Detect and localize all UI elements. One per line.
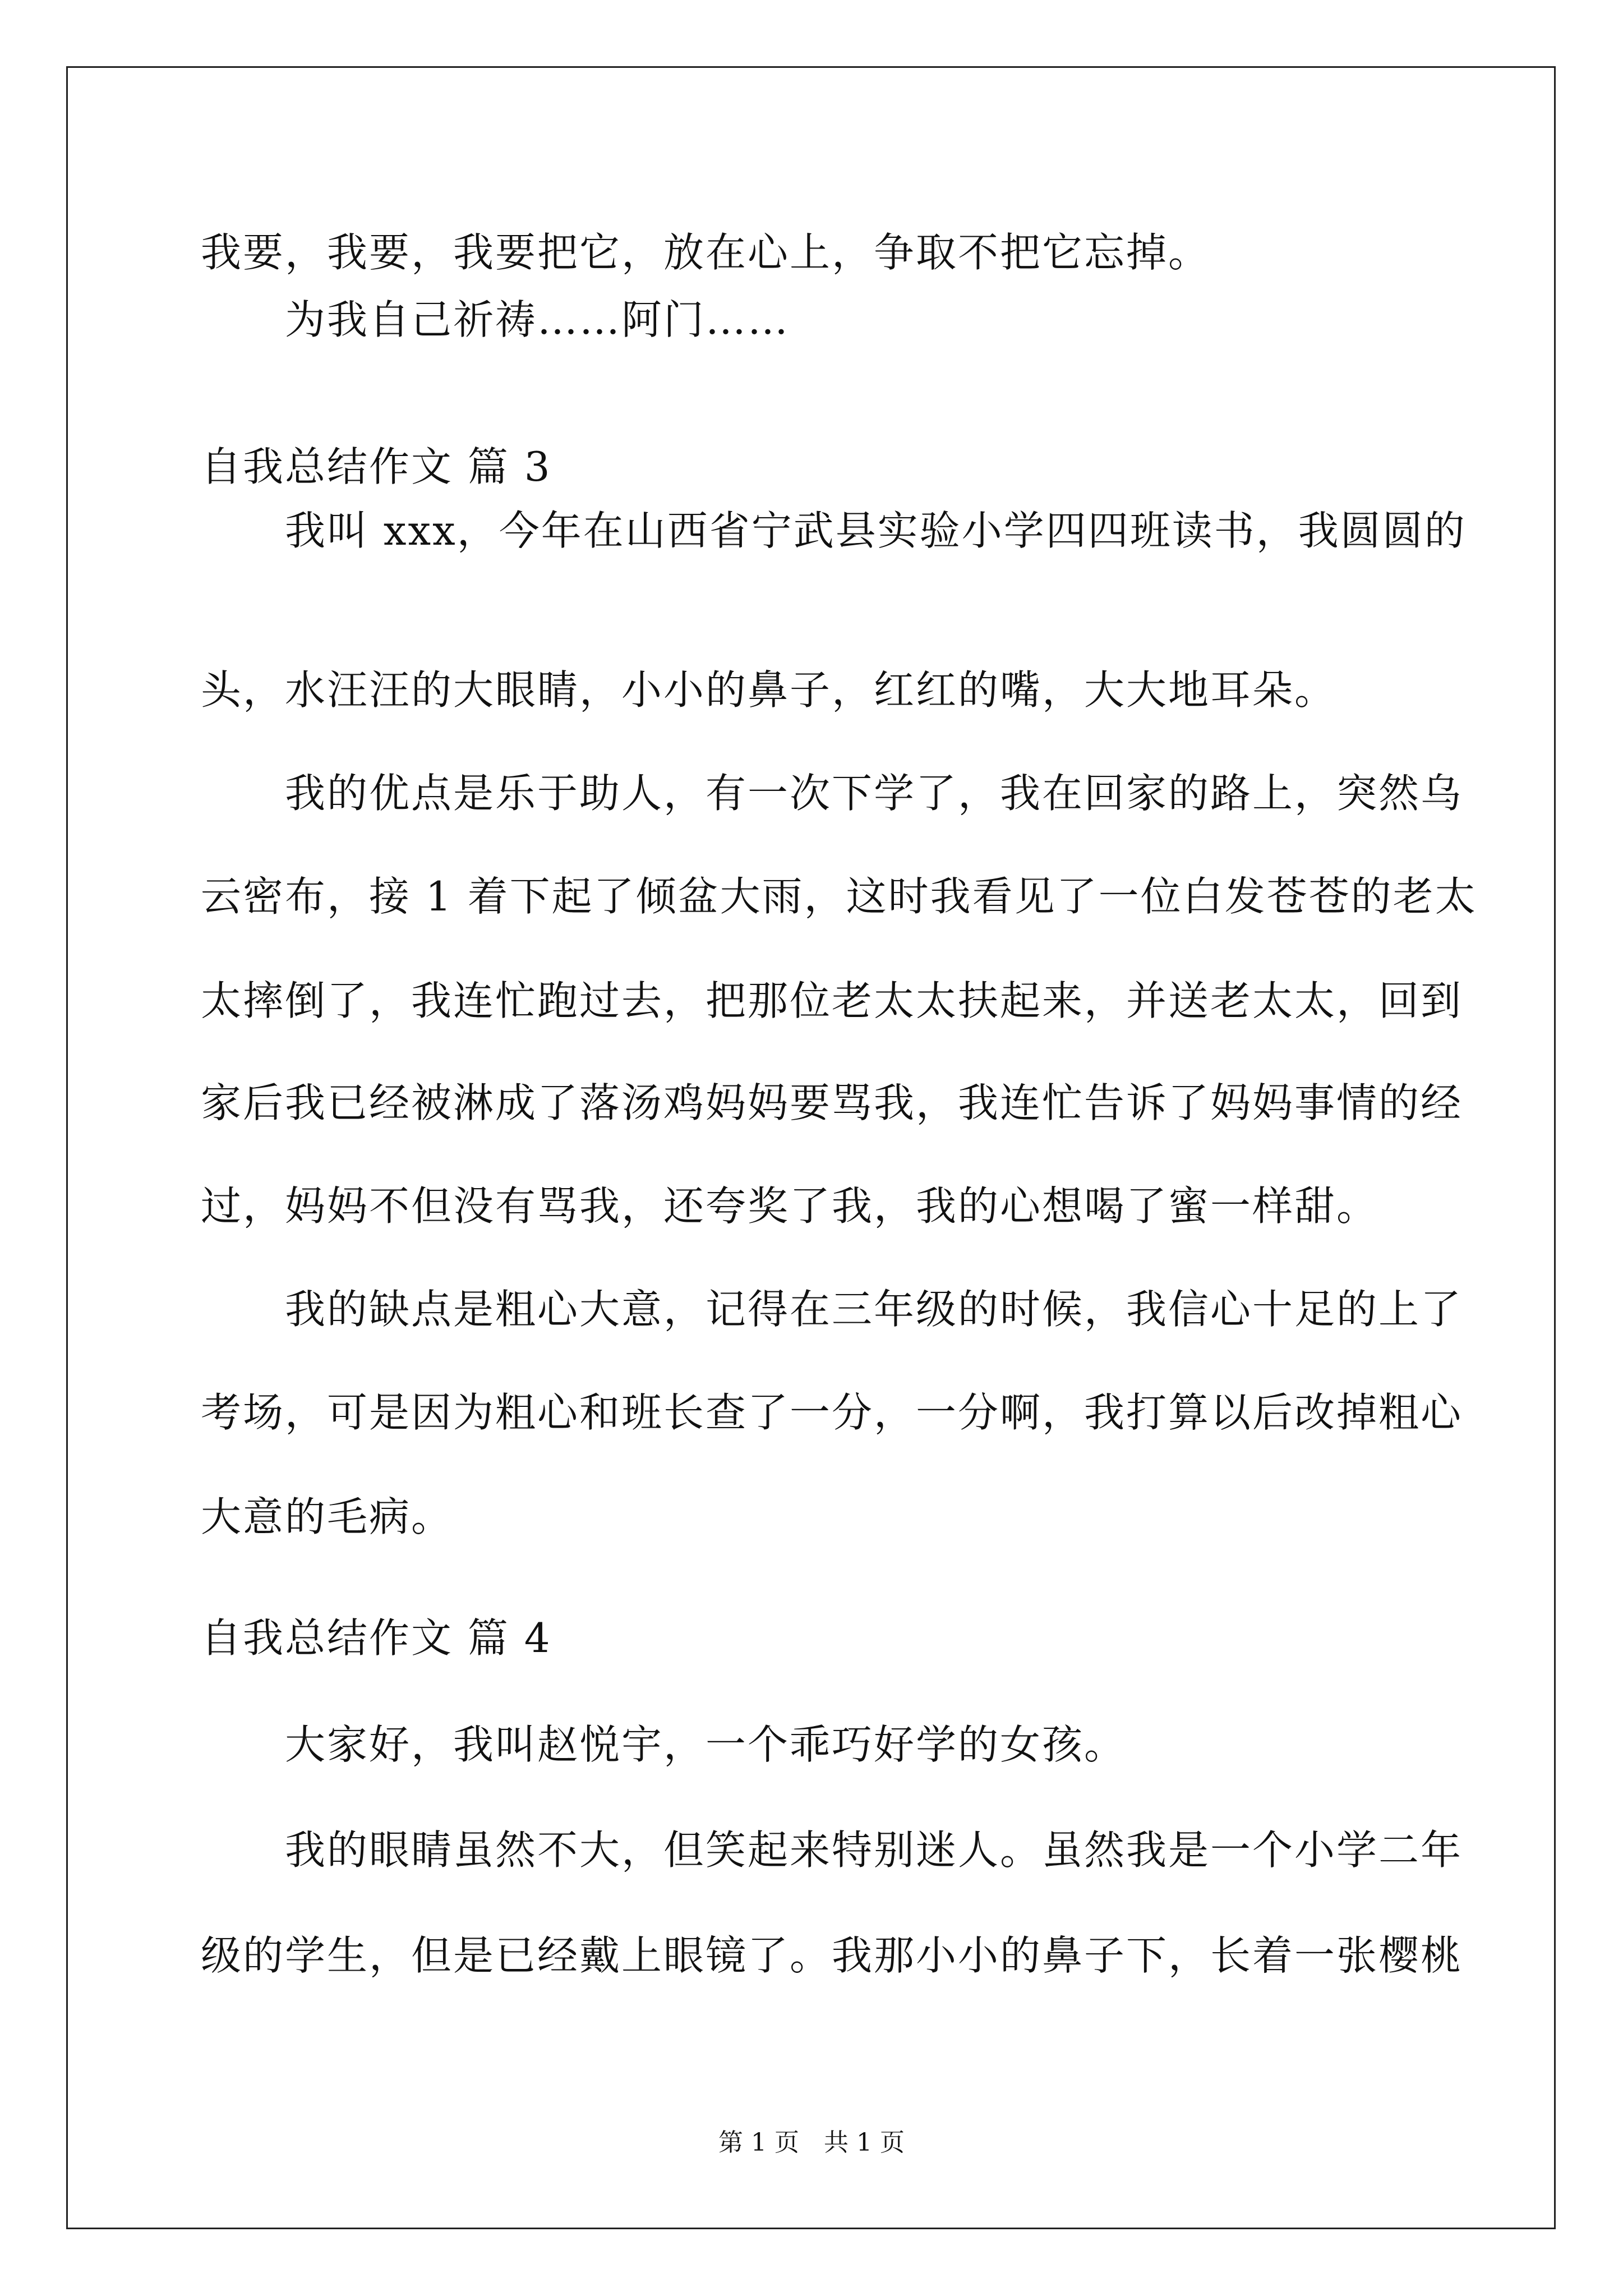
body-line: 太摔倒了，我连忙跑过去，把那位老太太扶起来，并送老太太，回到 (201, 977, 1463, 1024)
body-line: 我要，我要，我要把它，放在心上，争取不把它忘掉。 (201, 229, 1211, 276)
body-line: 我的优点是乐于助人，有一次下学了，我在回家的路上，突然乌 (285, 770, 1463, 817)
body-line: 过，妈妈不但没有骂我，还夸奖了我，我的心想喝了蜜一样甜。 (201, 1182, 1379, 1230)
page-border (66, 66, 1556, 2229)
body-line: 考场，可是因为粗心和班长查了一分，一分啊，我打算以后改掉粗心 (201, 1389, 1463, 1436)
body-line: 家后我已经被淋成了落汤鸡妈妈要骂我，我连忙告诉了妈妈事情的经 (201, 1079, 1463, 1126)
body-line: 为我自己祈祷……阿门…… (285, 296, 790, 343)
body-line: 我叫 xxx，今年在山西省宁武县实验小学四四班读书，我圆圆的 (285, 507, 1467, 554)
body-line: 头，水汪汪的大眼睛，小小的鼻子，红红的嘴，大大地耳朵。 (201, 666, 1337, 714)
body-line: 大家好，我叫赵悦宇，一个乖巧好学的女孩。 (285, 1721, 1127, 1768)
body-line: 我的缺点是粗心大意，记得在三年级的时候，我信心十足的上了 (285, 1286, 1463, 1333)
body-line: 我的眼睛虽然不大，但笑起来特别迷人。虽然我是一个小学二年 (285, 1826, 1463, 1874)
body-line: 级的学生，但是已经戴上眼镜了。我那小小的鼻子下，长着一张樱桃 (201, 1932, 1463, 1979)
page-number: 第 1 页 共 1 页 (718, 2128, 905, 2157)
body-line: 云密布，接 1 着下起了倾盆大雨，这时我看见了一位白发苍苍的老太 (201, 873, 1477, 920)
body-line: 大意的毛病。 (201, 1493, 454, 1540)
section-heading: 自我总结作文 篇 4 (201, 1614, 552, 1662)
section-heading: 自我总结作文 篇 3 (201, 443, 552, 490)
